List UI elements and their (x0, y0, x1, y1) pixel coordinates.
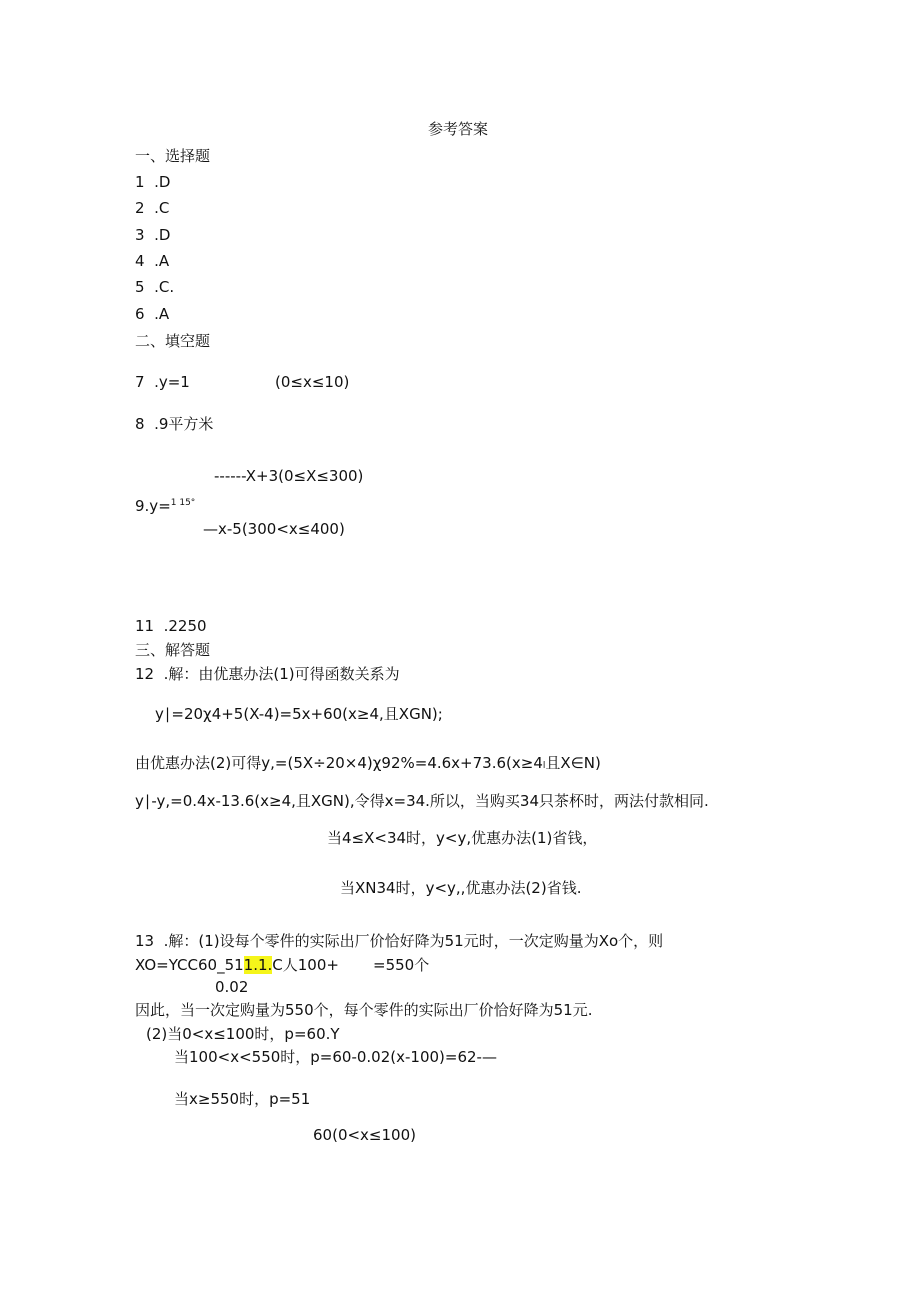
choice-answer-5: 5 .C. (135, 278, 175, 296)
fill-answer-8: 8 .9平方米 (135, 415, 214, 433)
fill-answer-9-piece-1: ------X+3(0≤X≤300) (214, 467, 364, 485)
q12-case-1: 当4≤X<34时，y<y,优惠办法(1)省钱， (327, 829, 598, 847)
q13-part2-line-4: 60(0<x≤100) (313, 1126, 416, 1144)
fill-answer-7-domain: (0≤x≤10) (275, 373, 350, 391)
q13-conclusion: 因此，当一次定购量为550个，每个零件的实际出厂价恰好降为51元. (135, 1001, 593, 1019)
q13-intro: 13 .解：(1)设每个零件的实际出厂价恰好降为51元时，一次定购量为Xo个，则 (135, 932, 664, 950)
choice-answer-3: 3 .D (135, 226, 171, 244)
q13-equation-lhs: XO=YCC60_51 (135, 956, 244, 974)
choice-answer-1: 1 .D (135, 173, 171, 191)
q13-part2-line-2: 当100<x<550时，p=60-0.02(x-100)=62-— (174, 1048, 497, 1066)
q13-highlighted-text: 1.1. (243, 956, 273, 974)
q12-equation-2 (135, 754, 601, 775)
q12-equation-3: y∣-y,=0.4x-13.6(x≥4,且XGN),令得x=34.所以，当购买34只茶杯时，两法付款相同. (135, 792, 709, 810)
fill-answer-9-prefix: 9.y= (135, 497, 171, 515)
q13-equation (135, 956, 339, 974)
section-fill-heading: 二、填空题 (135, 332, 211, 350)
q12-equation-2-main: 由优惠办法(2)可得y,=(5X÷20×4)χ92%=4.6x+73.6(x≥4 (135, 754, 543, 772)
fill-answer-9-piece-2: —x-5(300<x≤400) (203, 520, 345, 538)
choice-answer-4: 4 .A (135, 252, 170, 270)
fill-answer-9-label (135, 494, 195, 515)
q12-equation-2-tail: 且X∈N) (545, 754, 601, 772)
q13-part2-line-1: (2)当0<x≤100时，p=60.Y (146, 1025, 340, 1043)
q13-part2-line-3: 当x≥550时，p=51 (174, 1090, 311, 1108)
choice-answer-2: 2 .C (135, 199, 170, 217)
section-choice-heading: 一、选择题 (135, 147, 211, 165)
q13-equation-result: =550个 (373, 956, 430, 974)
choice-answer-6: 6 .A (135, 305, 170, 323)
fill-answer-11: 11 .2250 (135, 617, 207, 635)
page-title: 参考答案 (428, 120, 489, 138)
q12-intro: 12 .解：由优惠办法(1)可得函数关系为 (135, 665, 400, 683)
fill-answer-7: 7 .y=1 (135, 373, 190, 391)
q12-equation-1: y∣=20χ4+5(X-4)=5x+60(x≥4,且XGN); (155, 705, 443, 723)
q13-equation-denominator: 0.02 (215, 978, 249, 996)
q13-equation-mid: C人100+ (272, 956, 339, 974)
q12-case-2: 当XN34时，y<y,,优惠办法(2)省钱. (340, 879, 582, 897)
fill-answer-9-superscript: 1 15° (170, 498, 196, 508)
section-solve-heading: 三、解答题 (135, 641, 211, 659)
q12-equation-2-mark: l (542, 761, 546, 771)
